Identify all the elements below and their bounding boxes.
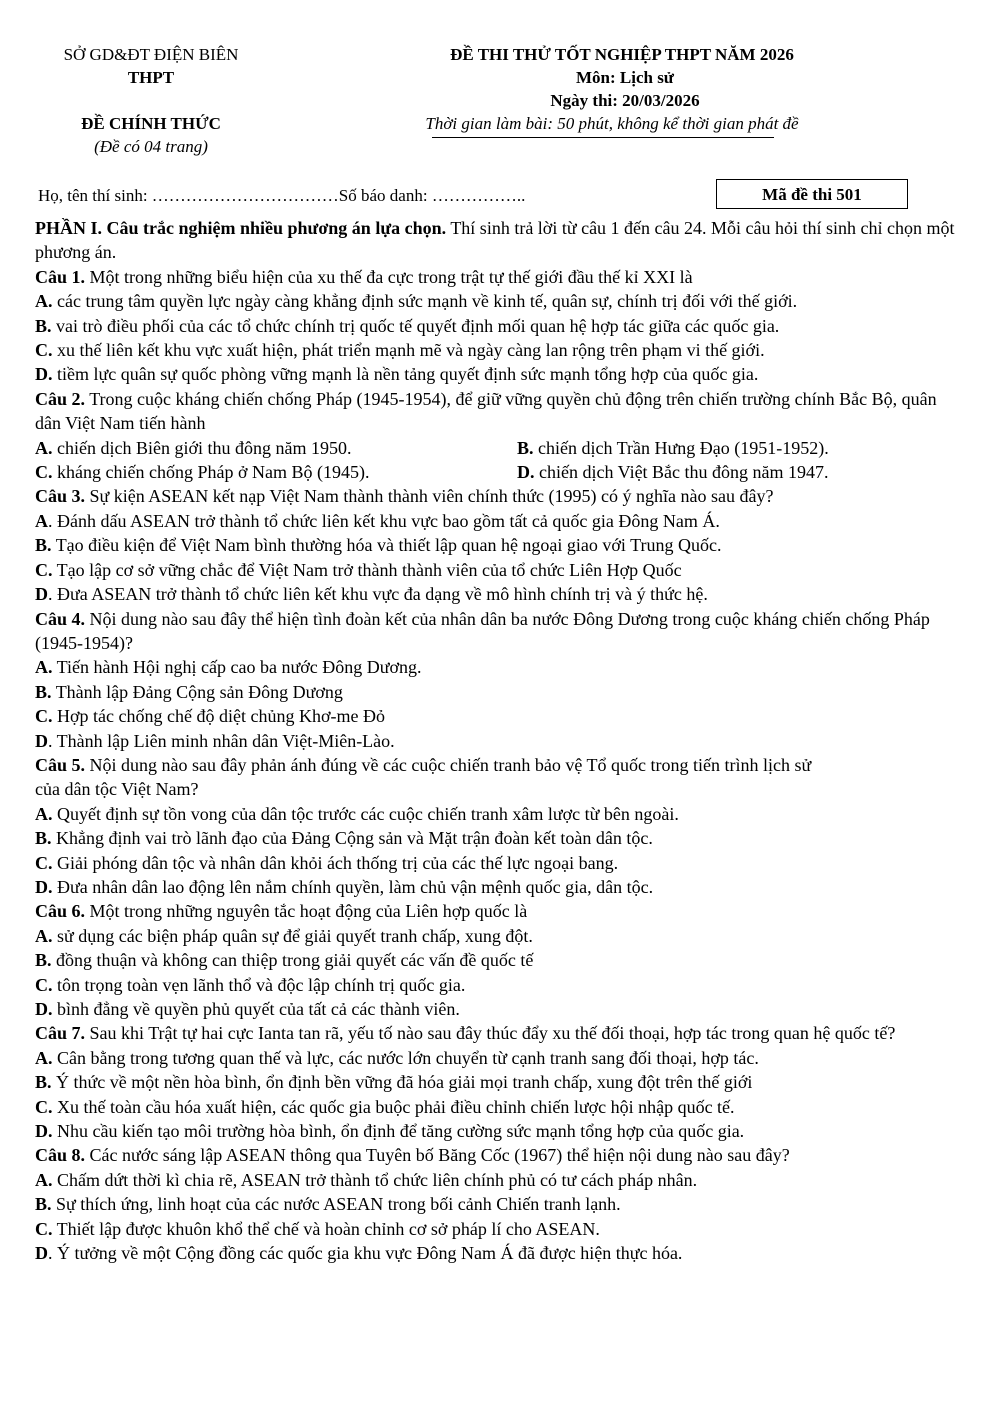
- option-text: Tạo lập cơ sở vững chắc để Việt Nam trở thành thành viên của tổ chức Liên Hợp Quốc: [52, 559, 682, 580]
- option-label: D: [35, 1243, 48, 1264]
- option-label: C.: [35, 1218, 53, 1239]
- answer-option: [35, 851, 959, 875]
- option-label: A.: [35, 657, 53, 678]
- school-name: THPT: [127, 68, 175, 87]
- option-label: B.: [35, 828, 52, 849]
- option-text: đồng thuận và không can thiệp trong giải quyết các vấn đề quốc tế: [51, 950, 534, 971]
- answer-option: [35, 1095, 959, 1119]
- question-number: Câu 5.: [35, 754, 86, 775]
- option-text: Hợp tác chống chế độ diệt chủng Khơ-me Đỏ: [52, 706, 385, 727]
- option-text: Nhu cầu kiến tạo môi trường hòa bình, ổn định để tăng cường sức mạnh tổng hợp của quốc gia.: [52, 1121, 745, 1142]
- option-text: Tạo điều kiện để Việt Nam bình thường hóa và thiết lập quan hệ ngoại giao với Trung Quốc.: [51, 535, 722, 556]
- option-label: B.: [35, 1194, 52, 1215]
- answer-option: [35, 655, 959, 679]
- option-text: kháng chiến chống Pháp ở Nam Bộ (1945).: [52, 462, 370, 483]
- question-stem: [35, 899, 959, 923]
- question-text-continued: của dân tộc Việt Nam?: [35, 779, 199, 800]
- option-label: A: [35, 510, 48, 531]
- answer-option: [35, 704, 959, 728]
- option-label: A.: [35, 291, 53, 312]
- answer-option: [35, 558, 959, 582]
- question-text: Sự kiện ASEAN kết nạp Việt Nam thành thành viên chính thức (1995) có ý nghĩa nào sau đây?: [85, 486, 774, 507]
- answer-option: [35, 802, 959, 826]
- option-label: B.: [517, 437, 534, 458]
- option-label: C.: [35, 340, 53, 361]
- option-label: C.: [35, 852, 53, 873]
- option-text: tiềm lực quân sự quốc phòng vững mạnh là nền tảng quyết định sức mạnh tổng hợp của quốc gia.: [52, 364, 759, 385]
- option-label: A.: [35, 1047, 53, 1068]
- answer-option: [35, 973, 959, 997]
- header-divider: [432, 137, 774, 138]
- question-stem: [35, 1143, 959, 1167]
- option-text: Đưa nhân dân lao động lên nắm chính quyền, làm chủ vận mệnh quốc gia, dân tộc.: [52, 876, 654, 897]
- answer-option: [35, 1241, 959, 1265]
- answer-option: [35, 1070, 959, 1094]
- option-text: Thiết lập được khuôn khổ thể chế và hoàn chỉnh cơ sở pháp lí cho ASEAN.: [52, 1218, 600, 1239]
- question-text: Trong cuộc kháng chiến chống Pháp (1945-1954), để giữ vững quyền chủ động trên chiến trường chính Bắc Bộ, quân dân Việt Nam tiến hành: [35, 388, 937, 434]
- answer-option: [517, 460, 829, 484]
- option-text: chiến dịch Việt Bắc thu đông năm 1947.: [534, 462, 829, 483]
- question-stem: [35, 387, 959, 436]
- answer-option: [35, 1217, 959, 1241]
- question-stem: [35, 1021, 959, 1045]
- question-text: Sau khi Trật tự hai cực Ianta tan rã, yếu tố nào sau đây thúc đẩy xu thế đối thoại, hợp tác trong quan hệ quốc tế?: [85, 1023, 896, 1044]
- option-text: chiến dịch Trần Hưng Đạo (1951-1952).: [533, 437, 829, 458]
- option-text: Giải phóng dân tộc và nhân dân khỏi ách thống trị của các thế lực ngoại bang.: [52, 852, 619, 873]
- part1-text: Thí sinh trả lời từ câu 1 đến câu 24. Mỗi câu hỏi thí sinh chỉ chọn một phương án.: [35, 218, 955, 263]
- option-text: Cân bằng trong tương quan thế và lực, các nước lớn chuyển từ cạnh tranh sang đối thoại, hợp tác.: [52, 1047, 759, 1068]
- question-number: Câu 4.: [35, 608, 86, 629]
- option-text: các trung tâm quyền lực ngày càng khẳng định sức mạnh về kinh tế, quân sự, chính trị đối với thế giới.: [52, 291, 798, 312]
- exam-duration: Thời gian làm bài: 50 phút, không kể thời gian phát đề: [425, 114, 799, 133]
- option-label: B.: [35, 315, 52, 336]
- option-text: Chấm dứt thời kì chia rẽ, ASEAN trở thành tổ chức liên chính phủ có tư cách pháp nhân.: [52, 1169, 698, 1190]
- answer-option: [35, 1046, 959, 1070]
- option-label: B.: [35, 535, 52, 556]
- option-label: D.: [35, 364, 53, 385]
- option-label: D.: [35, 1121, 53, 1142]
- option-label: D: [35, 584, 48, 605]
- answer-option: [35, 997, 959, 1021]
- option-text: . Đánh dấu ASEAN trở thành tổ chức liên kết khu vực bao gồm tất cả quốc gia Đông Nam Á.: [48, 510, 720, 531]
- option-row: [35, 460, 959, 484]
- answer-option: [35, 314, 959, 338]
- option-text: Khẳng định vai trò lãnh đạo của Đảng Cộng sản và Mặt trận đoàn kết toàn dân tộc.: [51, 828, 653, 849]
- question-number: Câu 6.: [35, 901, 86, 922]
- part1-heading: PHẦN I. Câu trắc nghiệm nhiều phương án lựa chọn.: [35, 218, 447, 238]
- answer-option: [35, 826, 959, 850]
- answer-option: [517, 436, 829, 460]
- question-text: Một trong những nguyên tắc hoạt động của Liên hợp quốc là: [85, 901, 528, 922]
- option-text: Thành lập Đảng Cộng sản Đông Dương: [51, 681, 343, 702]
- option-text: bình đẳng về quyền phủ quyết của tất cả các thành viên.: [52, 999, 460, 1019]
- answer-option: [35, 436, 517, 460]
- question-stem: [35, 484, 959, 508]
- option-text: Tiến hành Hội nghị cấp cao ba nước Đông Dương.: [52, 657, 422, 678]
- answer-option: [35, 533, 959, 557]
- option-text: Ý thức về một nền hòa bình, ổn định bền vững đã hóa giải mọi tranh chấp, xung đột trên thế giới: [51, 1072, 753, 1093]
- official-label: ĐỀ CHÍNH THỨC: [81, 114, 221, 133]
- option-label: C.: [35, 1096, 53, 1117]
- part1-instruction: [35, 216, 959, 265]
- option-label: C.: [35, 462, 53, 483]
- question-number: Câu 7.: [35, 1023, 86, 1044]
- exam-subject: Môn: Lịch sử: [575, 68, 675, 87]
- option-label: A.: [35, 1169, 53, 1190]
- question-number: Câu 1.: [35, 266, 86, 287]
- option-text: Sự thích ứng, linh hoạt của các nước ASEAN trong bối cảnh Chiến tranh lạnh.: [51, 1194, 621, 1215]
- answer-option: [35, 460, 517, 484]
- question-text: Một trong những biểu hiện của xu thế đa cực trong trật tự thế giới đầu thế kỉ XXI là: [85, 266, 693, 287]
- exam-code-box: Mã đề thi 501: [716, 179, 908, 209]
- answer-option: [35, 680, 959, 704]
- option-label: C.: [35, 974, 53, 995]
- option-text: vai trò điều phối của các tổ chức chính trị quốc tế quyết định mối quan hệ hợp tác giữa các quốc gia.: [51, 315, 780, 336]
- option-text: Quyết định sự tồn vong của dân tộc trước các cuộc chiến tranh xâm lược từ bên ngoài.: [52, 803, 679, 824]
- answer-option: [35, 582, 959, 606]
- answer-option: [35, 289, 959, 313]
- question-text: Các nước sáng lập ASEAN thông qua Tuyên bố Băng Cốc (1967) thể hiện nội dung nào sau đây?: [85, 1145, 790, 1166]
- question-text: Nội dung nào sau đây thể hiện tình đoàn kết của nhân dân ba nước Đông Dương trong cuộc kháng chiến chống Pháp (1945-1954)?: [35, 608, 930, 653]
- answer-option: [35, 924, 959, 948]
- answer-option: [35, 338, 959, 362]
- exam-date: Ngày thi: 20/03/2026: [550, 91, 700, 110]
- option-label: B.: [35, 950, 52, 971]
- answer-option: [35, 875, 959, 899]
- option-text: Xu thế toàn cầu hóa xuất hiện, các quốc gia buộc phải điều chỉnh chiến lược hội nhập quốc tế.: [52, 1096, 735, 1117]
- option-label: D: [35, 730, 48, 751]
- option-row: [35, 436, 959, 460]
- question-stem: [35, 265, 959, 289]
- option-label: D.: [517, 462, 535, 483]
- answer-option: [35, 1119, 959, 1143]
- option-label: A.: [35, 803, 53, 824]
- option-label: D.: [35, 876, 53, 897]
- question-number: Câu 3.: [35, 486, 86, 507]
- option-label: C.: [35, 706, 53, 727]
- option-text: xu thế liên kết khu vực xuất hiện, phát triển mạnh mẽ và ngày càng lan rộng trên phạm vi thế giới.: [52, 340, 765, 361]
- option-label: D.: [35, 999, 53, 1019]
- answer-option: [35, 362, 959, 386]
- candidate-info-line: Họ, tên thí sinh: ……………………………Số báo danh: ……………..: [38, 186, 526, 205]
- option-label: A.: [35, 437, 53, 458]
- exam-title: ĐỀ THI THỬ TỐT NGHIỆP THPT NĂM 2026: [450, 45, 794, 64]
- option-text: sử dụng các biện pháp quân sự để giải quyết tranh chấp, xung đột.: [52, 925, 533, 946]
- option-label: A.: [35, 925, 53, 946]
- option-text: . Ý tưởng về một Cộng đồng các quốc gia khu vực Đông Nam Á đã được hiện thực hóa.: [48, 1243, 683, 1264]
- option-label: B.: [35, 681, 52, 702]
- answer-option: [35, 1192, 959, 1216]
- answer-option: [35, 509, 959, 533]
- department-name: SỞ GD&ĐT ĐIỆN BIÊN: [63, 45, 239, 64]
- answer-option: [35, 1168, 959, 1192]
- exam-content: [35, 216, 959, 1265]
- question-text: Nội dung nào sau đây phản ánh đúng về các cuộc chiến tranh bảo vệ Tổ quốc trong tiến trình lịch sử: [85, 754, 812, 775]
- option-text: chiến dịch Biên giới thu đông năm 1950.: [52, 437, 352, 458]
- option-text: tôn trọng toàn vẹn lãnh thổ và độc lập chính trị quốc gia.: [52, 974, 466, 995]
- option-text: . Đưa ASEAN trở thành tổ chức liên kết khu vực đa dạng về mô hình chính trị và ý thức hệ.: [48, 584, 708, 605]
- answer-option: [35, 729, 959, 753]
- option-text: . Thành lập Liên minh nhân dân Việt-Miên-Lào.: [48, 730, 395, 751]
- option-label: C.: [35, 559, 53, 580]
- option-label: B.: [35, 1072, 52, 1093]
- question-number: Câu 8.: [35, 1145, 86, 1166]
- question-number: Câu 2.: [35, 388, 86, 409]
- answer-option: [35, 948, 959, 972]
- question-stem: [35, 607, 959, 656]
- question-stem: [35, 753, 959, 777]
- page-count: (Đề có 04 trang): [94, 137, 208, 156]
